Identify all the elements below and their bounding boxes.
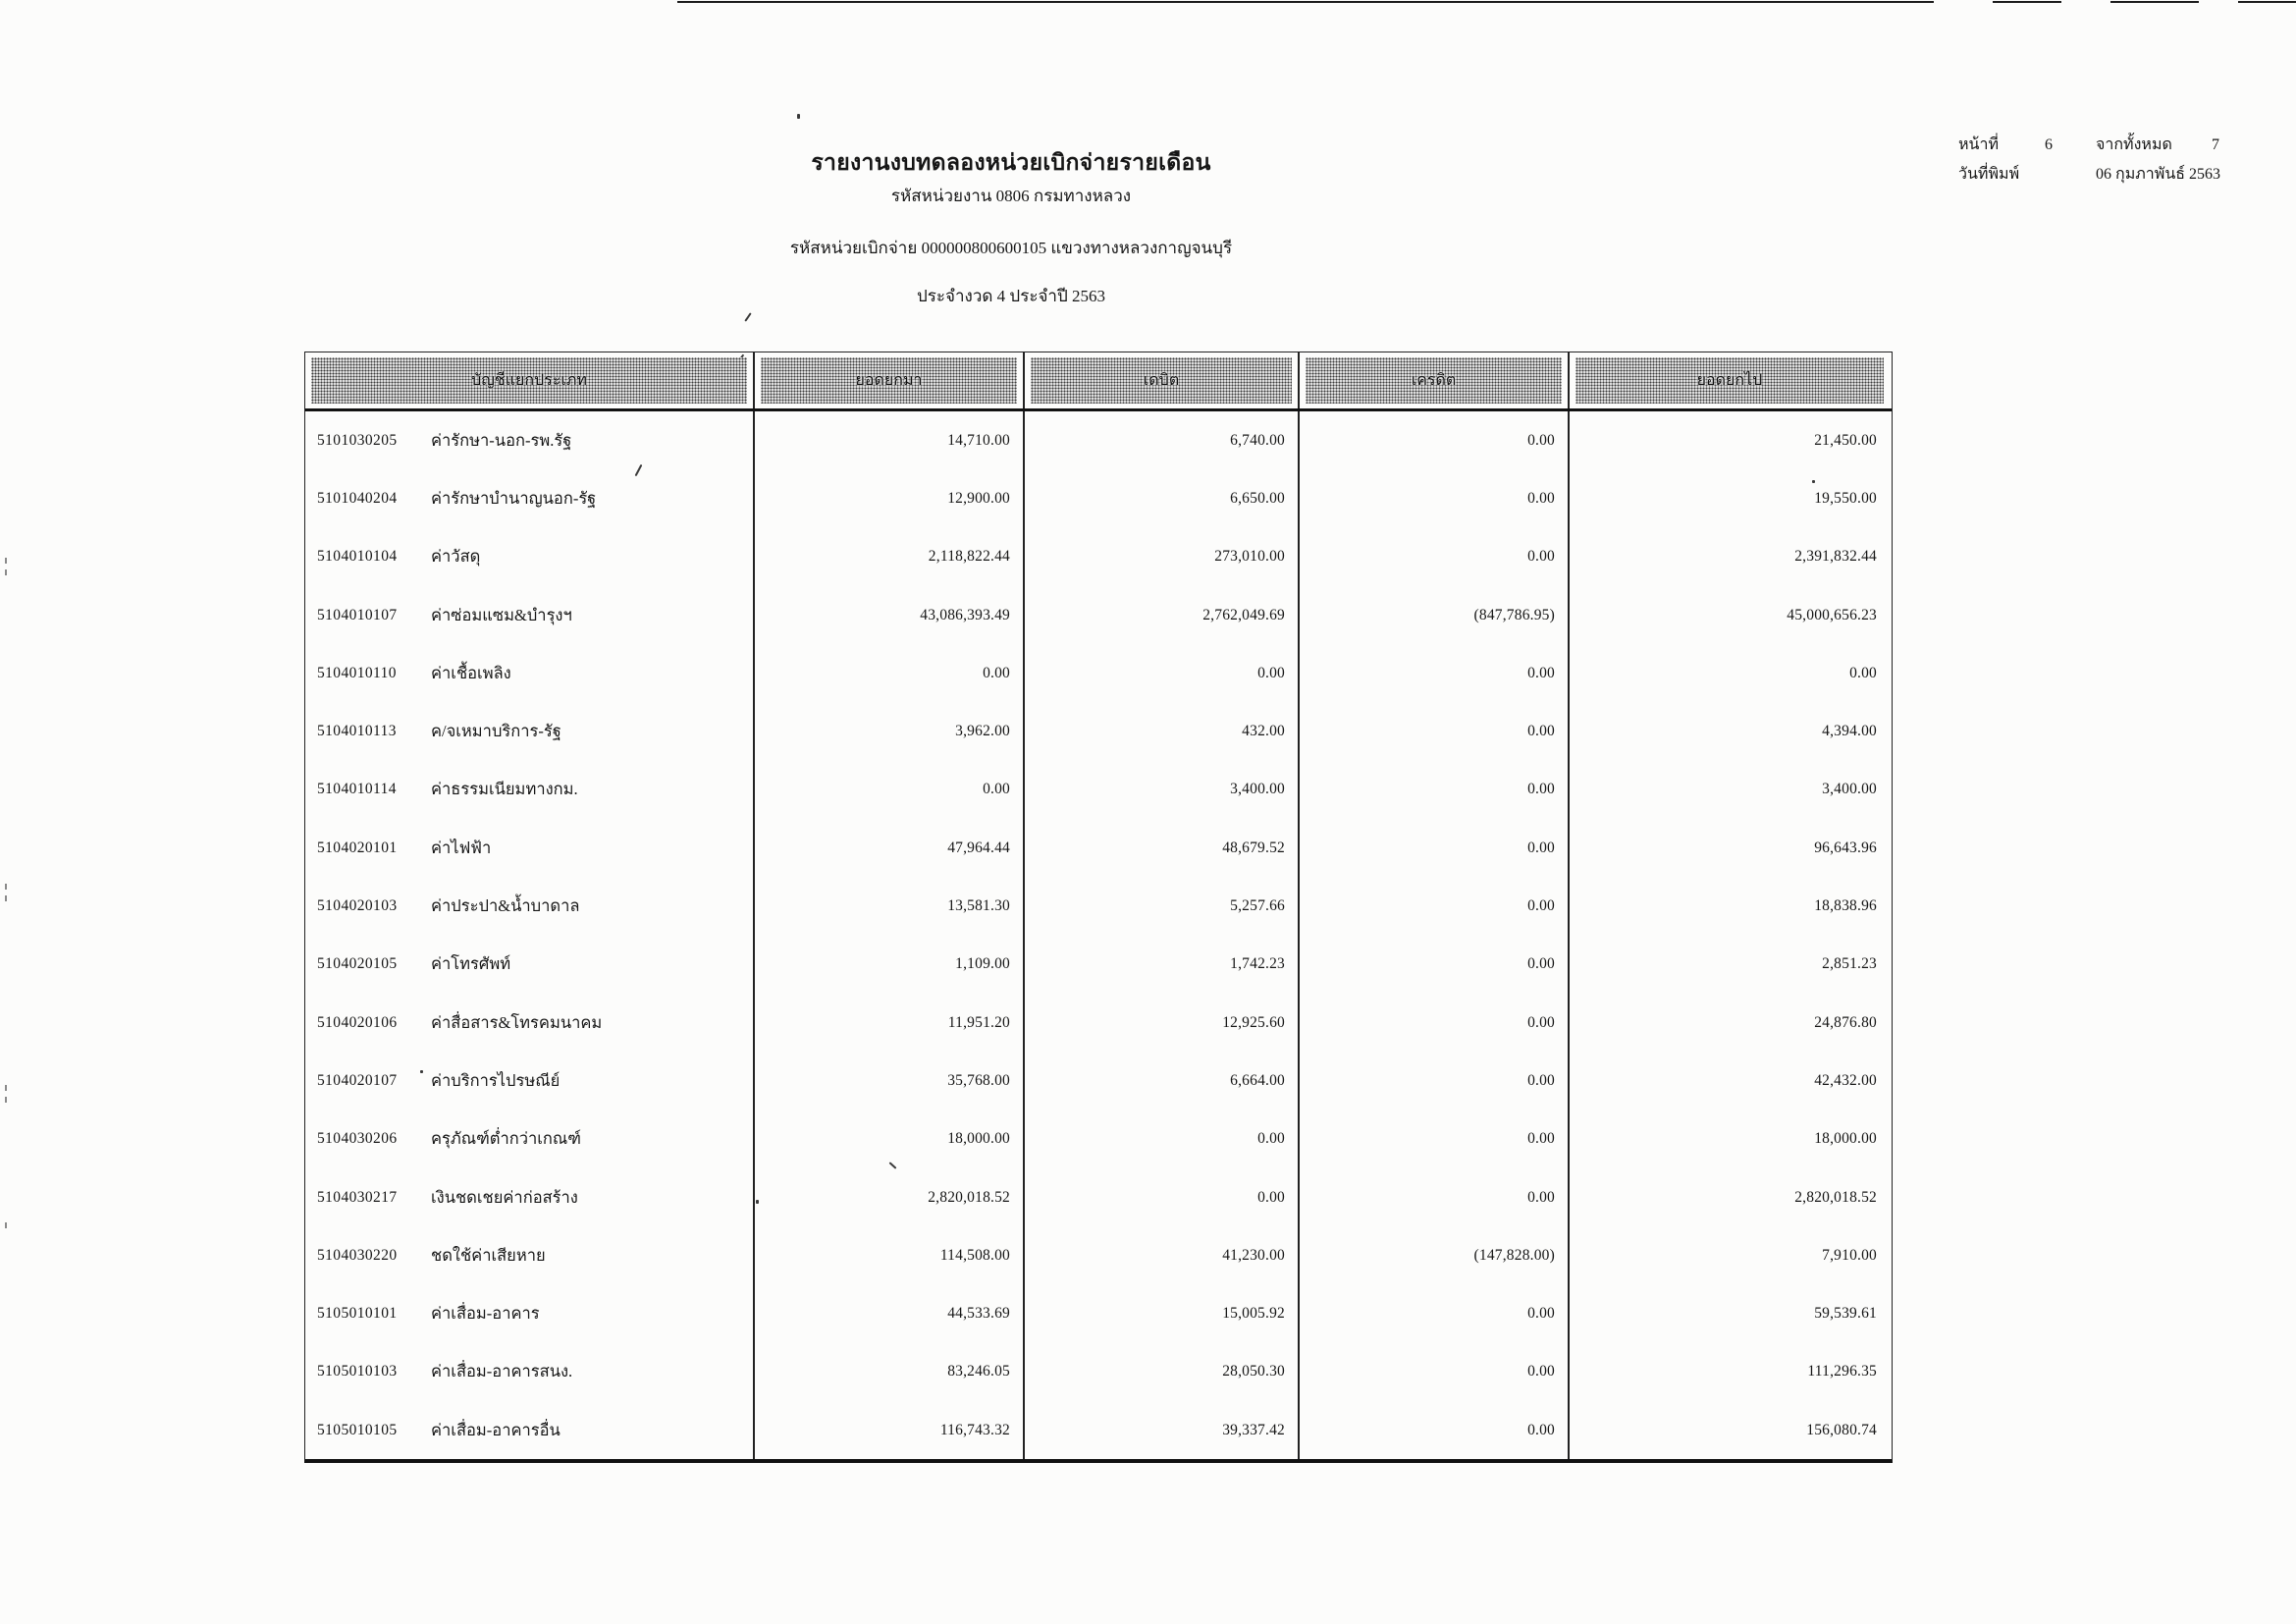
carried-forward-amount: 21,450.00 <box>1814 431 1877 449</box>
brought-forward-amount: 83,246.05 <box>755 1343 1025 1401</box>
table-row <box>305 877 1892 935</box>
account-code: 5101040204 <box>317 489 398 507</box>
scan-artifact-edge <box>5 1097 7 1103</box>
credit-amount: 0.00 <box>1300 702 1570 760</box>
brought-forward-amount: 0.00 <box>755 644 1025 702</box>
credit-amount: 0.00 <box>1300 761 1570 819</box>
account-name: ชดใช้ค่าเสียหาย <box>431 1245 546 1265</box>
account-code: 5101030205 <box>317 431 398 449</box>
scan-artifact-dash <box>2110 1 2199 3</box>
debit-amount: 41,230.00 <box>1025 1226 1300 1284</box>
credit-amount: 0.00 <box>1300 644 1570 702</box>
account-name: ค่าโทรศัพท์ <box>431 954 511 974</box>
page-number: 6 <box>2045 136 2053 153</box>
debit-amount: 432.00 <box>1025 702 1300 760</box>
brought-forward-amount: 11,951.20 <box>755 994 1025 1052</box>
account-name: ค่าธรรมเนียมทางกม. <box>431 780 578 799</box>
account-code: 5105010103 <box>317 1363 398 1380</box>
credit-amount: 0.00 <box>1300 1052 1570 1110</box>
unit-line: รหัสหน่วยเบิกจ่าย 000000800600105 แขวงทางหลวงกาญจนบุรี <box>789 239 1233 257</box>
brought-forward-amount: 18,000.00 <box>755 1110 1025 1168</box>
header-debit: เดบิต <box>1031 357 1292 404</box>
account-code: 5104020101 <box>317 839 398 856</box>
debit-amount: 0.00 <box>1025 1110 1300 1168</box>
table-row <box>305 1052 1892 1110</box>
account-name: ค่าเสื่อม-อาคารสนง. <box>431 1362 573 1381</box>
carried-forward-amount: 3,400.00 <box>1822 781 1877 798</box>
table-row <box>305 1343 1892 1401</box>
page-info <box>1958 137 2263 196</box>
credit-amount: 0.00 <box>1300 877 1570 935</box>
debit-amount: 273,010.00 <box>1025 528 1300 586</box>
carried-forward-amount: 18,838.96 <box>1814 897 1877 915</box>
account-name: ค่าวัสดุ <box>431 547 481 567</box>
brought-forward-amount: 1,109.00 <box>755 936 1025 994</box>
debit-amount: 0.00 <box>1025 644 1300 702</box>
carried-forward-amount: 2,820,018.52 <box>1794 1188 1877 1206</box>
debit-amount: 15,005.92 <box>1025 1284 1300 1342</box>
scan-artifact-edge <box>5 884 7 890</box>
account-code: 5104030206 <box>317 1130 398 1148</box>
carried-forward-amount: 59,539.61 <box>1814 1305 1877 1323</box>
page-label: หน้าที่ <box>1958 136 2000 153</box>
debit-amount: 6,740.00 <box>1025 411 1300 469</box>
carried-forward-amount: 24,876.80 <box>1814 1013 1877 1031</box>
account-name: ค่าเสื่อม-อาคารอื่น <box>431 1420 561 1439</box>
carried-forward-amount: 4,394.00 <box>1822 723 1877 740</box>
carried-forward-amount: 42,432.00 <box>1814 1071 1877 1089</box>
report-title: รายงานงบทดลองหน่วยเบิกจ่ายรายเดือน <box>811 150 1211 175</box>
header-account: บัญชีแยกประเภท <box>311 357 747 404</box>
carried-forward-amount: 2,391,832.44 <box>1794 548 1877 566</box>
table-row <box>305 1401 1892 1459</box>
account-name: ค่าเชื้อเพลิง <box>431 663 511 682</box>
table-row <box>305 411 1892 469</box>
scan-artifact-topline <box>677 1 1934 3</box>
credit-amount: 0.00 <box>1300 936 1570 994</box>
credit-amount: 0.00 <box>1300 411 1570 469</box>
carried-forward-amount: 19,550.00 <box>1814 489 1877 507</box>
table-row <box>305 1284 1892 1342</box>
account-name: เงินชดเชยค่าก่อสร้าง <box>431 1187 578 1207</box>
agency-line: รหัสหน่วยงาน 0806 กรมทางหลวง <box>890 187 1132 205</box>
account-code: 5104010104 <box>317 548 398 566</box>
total-label: จากทั้งหมด <box>2096 136 2172 153</box>
table-row <box>305 586 1892 644</box>
debit-amount: 0.00 <box>1025 1168 1300 1226</box>
table-row <box>305 1226 1892 1284</box>
table-row <box>305 819 1892 877</box>
account-name: ค่ารักษา-นอก-รพ.รัฐ <box>431 430 572 450</box>
table-row <box>305 702 1892 760</box>
credit-amount: 0.00 <box>1300 1110 1570 1168</box>
table-row <box>305 1110 1892 1168</box>
account-code: 5104020105 <box>317 955 398 973</box>
account-name: ครุภัณฑ์ต่ำกว่าเกณฑ์ <box>431 1129 581 1149</box>
brought-forward-amount: 12,900.00 <box>755 469 1025 527</box>
scan-artifact-edge <box>5 1222 7 1228</box>
account-name: ค่าประปา&น้ำบาดาล <box>431 896 580 916</box>
scan-artifact-edge <box>5 1085 7 1091</box>
header-credit: เครดิต <box>1306 357 1562 404</box>
debit-amount: 5,257.66 <box>1025 877 1300 935</box>
carried-forward-amount: 156,080.74 <box>1806 1421 1877 1438</box>
account-name: ค่าสื่อสาร&โทรคมนาคม <box>431 1012 603 1032</box>
brought-forward-amount: 3,962.00 <box>755 702 1025 760</box>
credit-amount: 0.00 <box>1300 819 1570 877</box>
credit-amount: (847,786.95) <box>1300 586 1570 644</box>
account-code: 5105010105 <box>317 1421 398 1438</box>
print-date-label: วันที่พิมพ์ <box>1958 166 2020 183</box>
brought-forward-amount: 13,581.30 <box>755 877 1025 935</box>
trial-balance-table <box>304 352 1893 1463</box>
carried-forward-amount: 0.00 <box>1849 664 1877 681</box>
account-name: ค่าเสื่อม-อาคาร <box>431 1304 540 1324</box>
carried-forward-amount: 111,296.35 <box>1807 1363 1877 1380</box>
table-row <box>305 936 1892 994</box>
credit-amount: 0.00 <box>1300 528 1570 586</box>
account-code: 5104030217 <box>317 1188 398 1206</box>
carried-forward-amount: 18,000.00 <box>1814 1130 1877 1148</box>
table-row <box>305 761 1892 819</box>
brought-forward-amount: 14,710.00 <box>755 411 1025 469</box>
brought-forward-amount: 44,533.69 <box>755 1284 1025 1342</box>
account-code: 5104020103 <box>317 897 398 915</box>
account-code: 5104010114 <box>317 781 397 798</box>
table-row <box>305 469 1892 527</box>
carried-forward-amount: 2,851.23 <box>1822 955 1877 973</box>
brought-forward-amount: 43,086,393.49 <box>755 586 1025 644</box>
table-row <box>305 1168 1892 1226</box>
table-body <box>305 411 1892 1459</box>
account-code: 5104010110 <box>317 664 397 681</box>
header-carried-forward: ยอดยกไป <box>1575 357 1884 404</box>
scan-artifact-dash <box>1993 1 2061 3</box>
table-row <box>305 644 1892 702</box>
credit-amount: 0.00 <box>1300 994 1570 1052</box>
carried-forward-amount: 45,000,656.23 <box>1787 606 1877 623</box>
total-pages: 7 <box>2212 136 2219 153</box>
credit-amount: 0.00 <box>1300 469 1570 527</box>
brought-forward-amount: 0.00 <box>755 761 1025 819</box>
account-code: 5104020106 <box>317 1013 398 1031</box>
scan-artifact-edge <box>5 895 7 901</box>
account-code: 5104010113 <box>317 723 397 740</box>
brought-forward-amount: 2,118,822.44 <box>755 528 1025 586</box>
table-row <box>305 994 1892 1052</box>
debit-amount: 6,664.00 <box>1025 1052 1300 1110</box>
carried-forward-amount: 96,643.96 <box>1814 839 1877 856</box>
brought-forward-amount: 2,820,018.52 <box>755 1168 1025 1226</box>
carried-forward-amount: 7,910.00 <box>1822 1246 1877 1264</box>
debit-amount: 48,679.52 <box>1025 819 1300 877</box>
account-code: 5104020107 <box>317 1071 398 1089</box>
account-code: 5104010107 <box>317 606 398 623</box>
credit-amount: 0.00 <box>1300 1401 1570 1459</box>
credit-amount: 0.00 <box>1300 1284 1570 1342</box>
debit-amount: 3,400.00 <box>1025 761 1300 819</box>
account-name: ค่าซ่อมแซม&บำรุงฯ <box>431 605 572 624</box>
account-name: ค่าบริการไปรษณีย์ <box>431 1070 561 1090</box>
debit-amount: 39,337.42 <box>1025 1401 1300 1459</box>
debit-amount: 12,925.60 <box>1025 994 1300 1052</box>
account-name: ค/จเหมาบริการ-รัฐ <box>431 722 561 741</box>
table-row <box>305 528 1892 586</box>
scan-artifact-speck <box>797 114 800 119</box>
brought-forward-amount: 114,508.00 <box>755 1226 1025 1284</box>
credit-amount: (147,828.00) <box>1300 1226 1570 1284</box>
account-code: 5104030220 <box>317 1246 398 1264</box>
scan-artifact-edge <box>5 558 7 564</box>
brought-forward-amount: 47,964.44 <box>755 819 1025 877</box>
brought-forward-amount: 35,768.00 <box>755 1052 1025 1110</box>
scan-artifact-edge <box>5 569 7 575</box>
debit-amount: 28,050.30 <box>1025 1343 1300 1401</box>
scan-artifact-speck <box>744 312 751 321</box>
account-code: 5105010101 <box>317 1305 398 1323</box>
header-brought-forward: ยอดยกมา <box>761 357 1017 404</box>
print-date: 06 กุมภาพันธ์ 2563 <box>2096 166 2221 183</box>
account-name: ค่าไฟฟ้า <box>431 838 492 857</box>
debit-amount: 1,742.23 <box>1025 936 1300 994</box>
credit-amount: 0.00 <box>1300 1168 1570 1226</box>
credit-amount: 0.00 <box>1300 1343 1570 1401</box>
scan-artifact-dash <box>2238 1 2296 3</box>
debit-amount: 6,650.00 <box>1025 469 1300 527</box>
table-header-row <box>305 352 1892 411</box>
brought-forward-amount: 116,743.32 <box>755 1401 1025 1459</box>
account-name: ค่ารักษาบำนาญนอก-รัฐ <box>431 488 597 508</box>
period-line: ประจำงวด 4 ประจำปี 2563 <box>916 287 1106 305</box>
debit-amount: 2,762,049.69 <box>1025 586 1300 644</box>
